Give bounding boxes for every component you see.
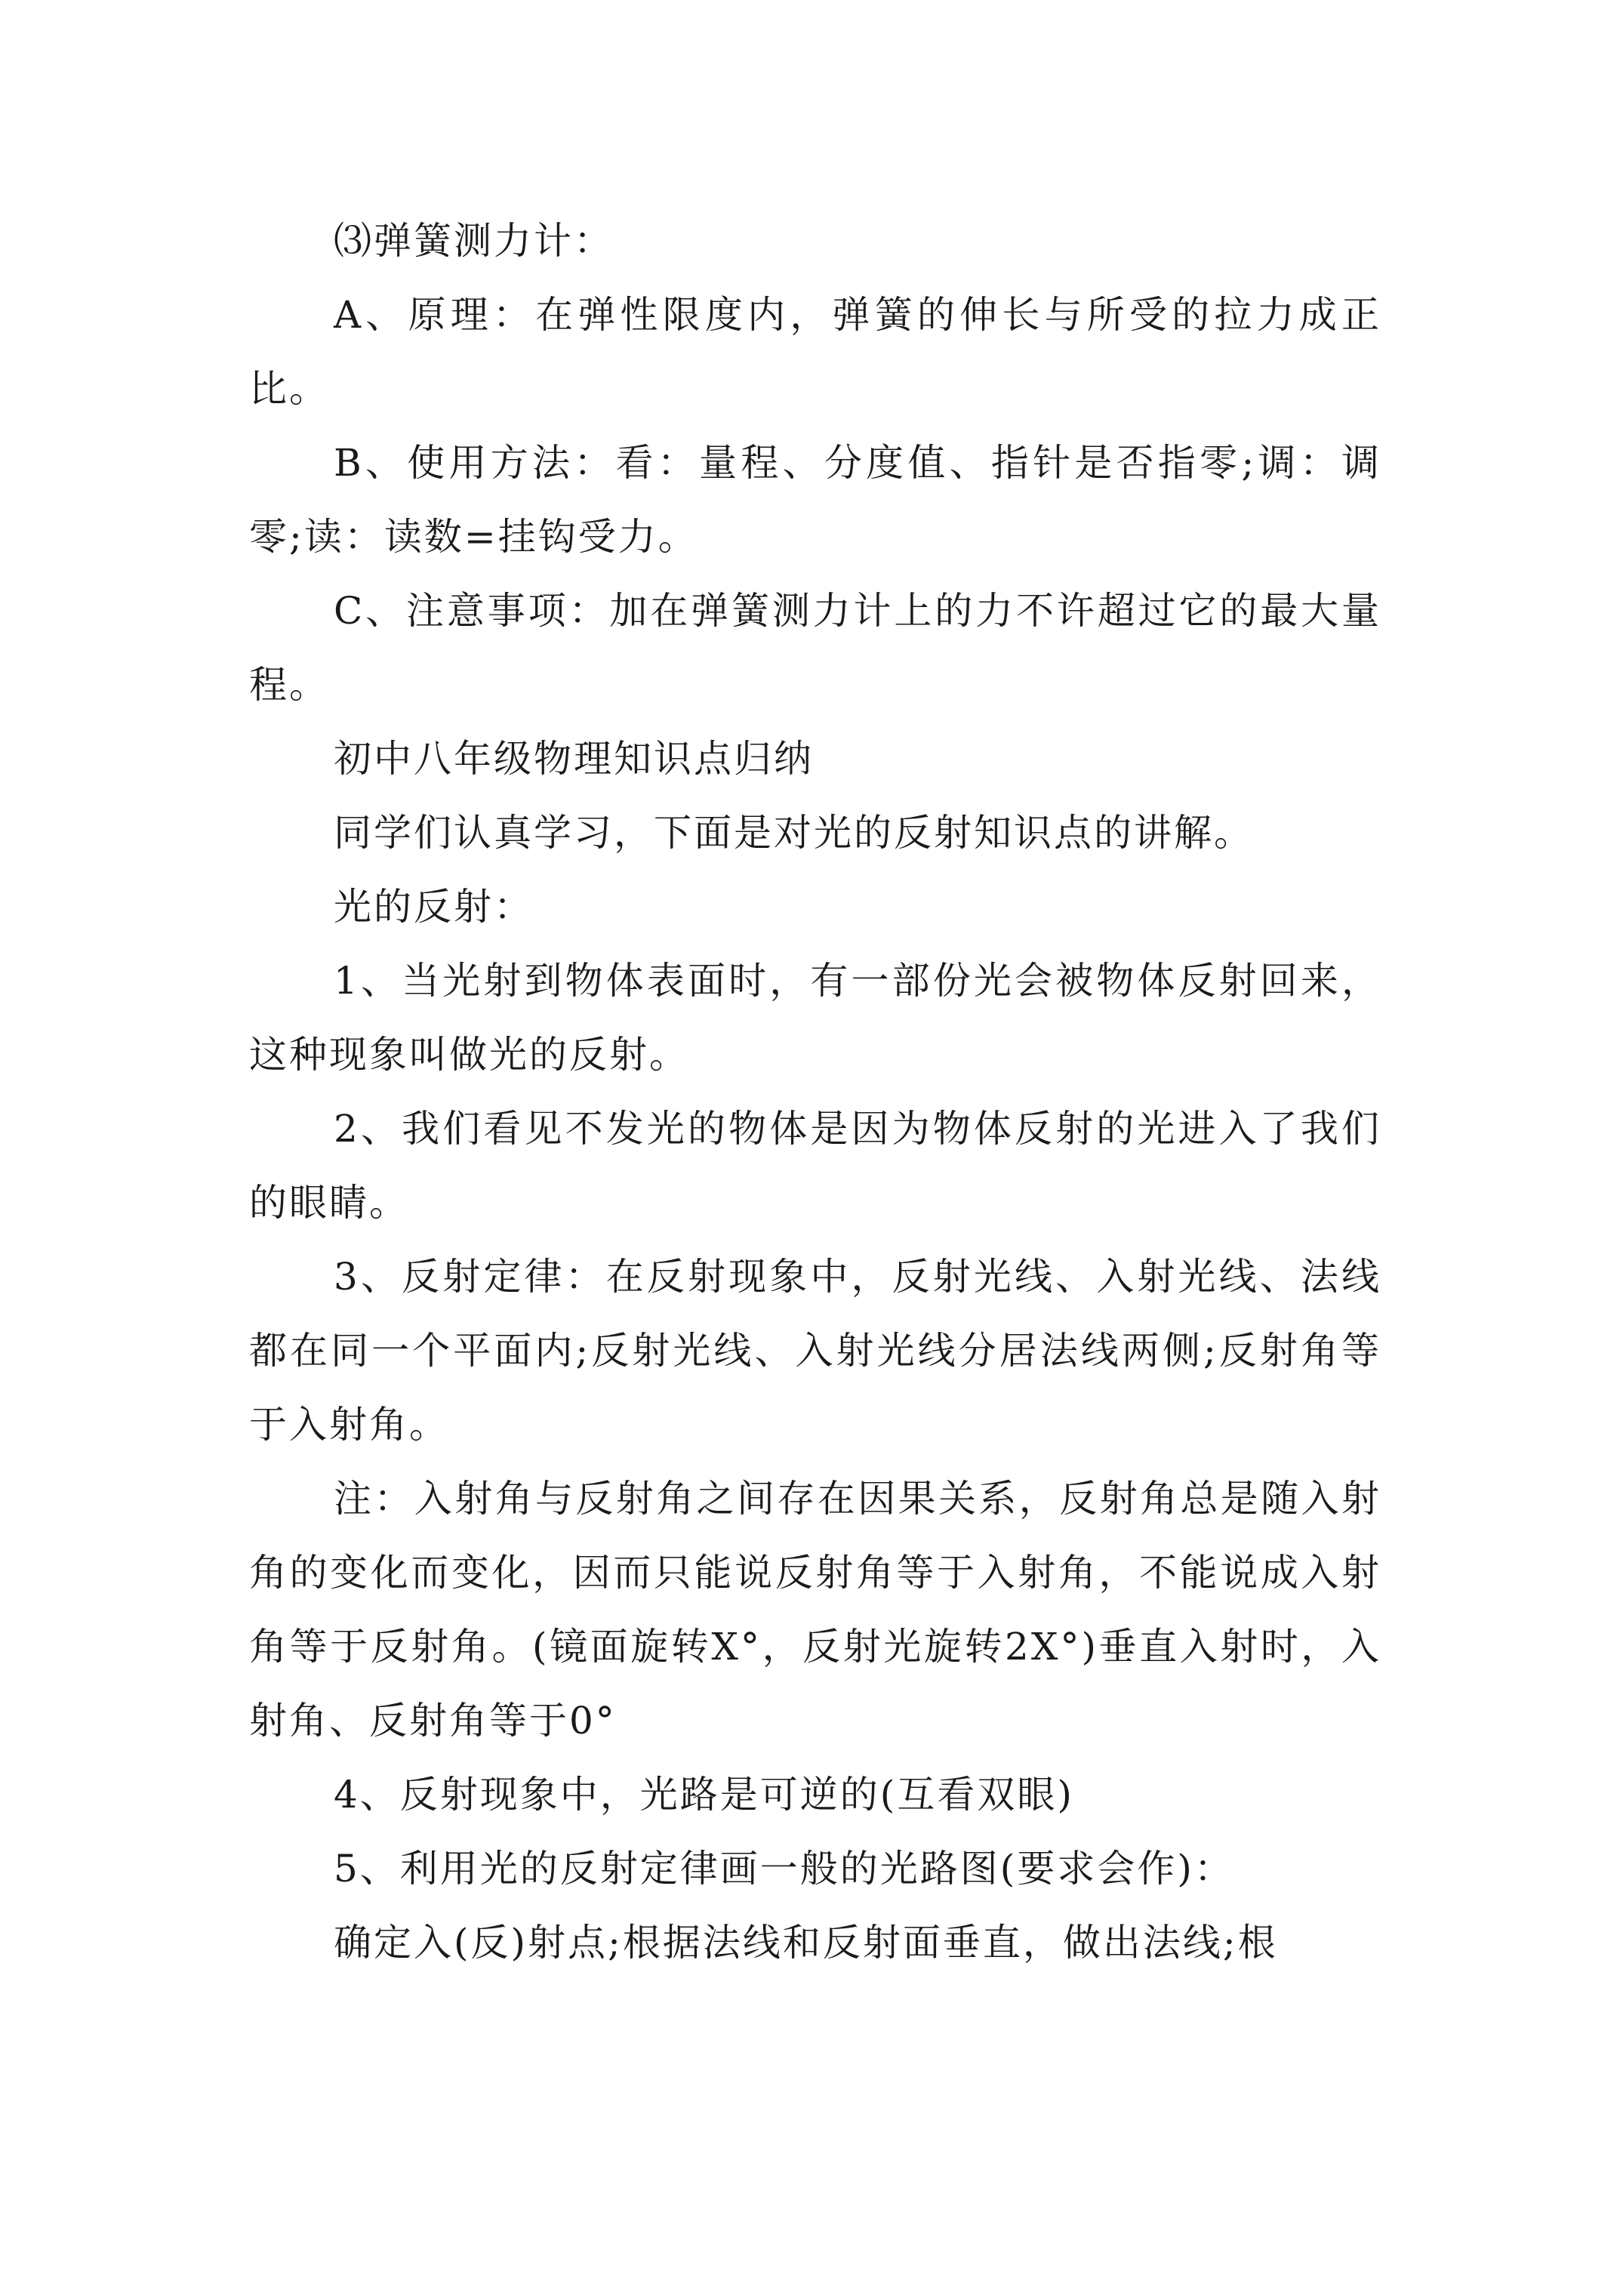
paragraph-steps: 确定入(反)射点;根据法线和反射面垂直，做出法线;根	[334, 1921, 1278, 1965]
paragraph-point-1: 1、当光射到物体表面时，有一部份光会被物体反射回来，这种现象叫做光的反射。	[249, 959, 1381, 1077]
paragraph-usage: B、使用方法：看：量程、分度值、指针是否指零;调：调零;读：读数=挂钩受力。	[249, 441, 1381, 559]
paragraph-note: 注：入射角与反射角之间存在因果关系，反射角总是随入射角的变化而变化，因而只能说反射角等于入射角，不能说成入射角等于反射角。(镜面旋转X°，反射光旋转2X°)垂直入射时，入射角、反射角等于0°	[249, 1477, 1381, 1743]
paragraph-notes: C、注意事项：加在弹簧测力计上的力不许超过它的最大量程。	[249, 589, 1381, 707]
paragraph-point-3: 3、反射定律：在反射现象中，反射光线、入射光线、法线都在同一个平面内;反射光线、入射光线分居法线两侧;反射角等于入射角。	[249, 1255, 1381, 1447]
paragraph-point-4: 4、反射现象中，光路是可逆的(互看双眼)	[334, 1773, 1074, 1817]
section-title: 初中八年级物理知识点归纳	[334, 737, 814, 781]
paragraph-spring-scale-heading: ⑶弹簧测力计：	[334, 219, 614, 263]
paragraph-reflection-heading: 光的反射：	[334, 885, 534, 929]
document-body	[249, 204, 1381, 1980]
paragraph-point-5: 5、利用光的反射定律画一般的光路图(要求会作)：	[334, 1847, 1234, 1891]
paragraph-principle: A、原理：在弹性限度内，弹簧的伸长与所受的拉力成正比。	[249, 293, 1381, 411]
paragraph-intro: 同学们认真学习，下面是对光的反射知识点的讲解。	[334, 811, 1254, 855]
paragraph-point-2: 2、我们看见不发光的物体是因为物体反射的光进入了我们的眼睛。	[249, 1107, 1381, 1225]
